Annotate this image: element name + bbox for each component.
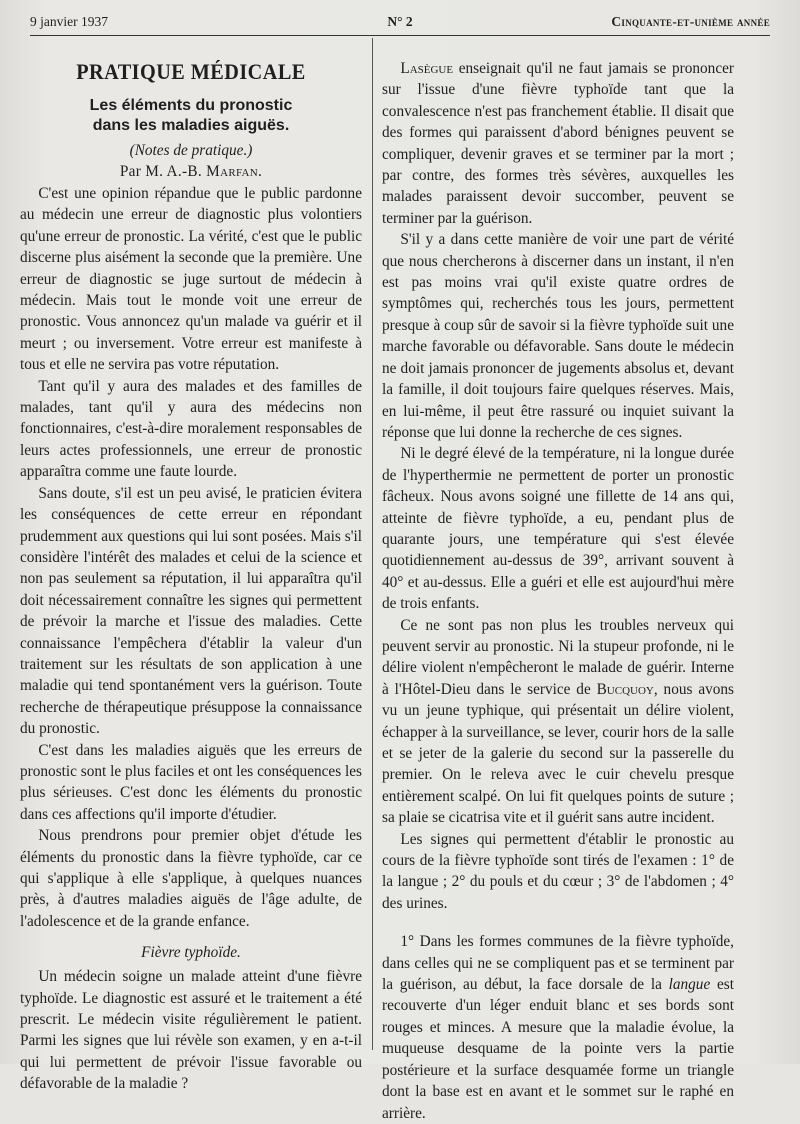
paragraph: Sans doute, s'il est un peu avisé, le praticien évitera les conséquences de cette erreur en répondant prudemment aux questions qui lui sont posées. Mais s'il considère l'intérêt des malades et celui de la science et non pas seulement sa réputation, il lui apparaîtra qu'il doit nécessairement connaître les signes qui permettent de prévoir la marche et l'issue des maladies. Cette connaissance l'empêchera d'établir la valeur d'un traitement sur les résultats de son application à une maladie qui tend spontanément vers la guérison. Toute recherche de thérapeutique présuppose la connaissance du pronostic. — [20, 484, 362, 738]
paragraph: Les signes qui permettent d'établir le pronostic au cours de la fièvre typhoïde sont tirés de l'examen : 1° de la langue ; 2° du pouls et du cœur ; 3° de l'abdomen ; 4° des urines. — [382, 830, 734, 912]
paragraph-text: est recouverte d'un léger enduit blanc et ses bords sont rouges et minces. A mesure que la maladie évolue, la muqueuse desquame de la pointe vers la partie postérieure et la surface desquamée forme un triangle dont la base est en avant et le sommet sur le raphé en arrière. — [382, 976, 734, 1122]
article-title-line-2: dans les maladies aiguës. — [92, 117, 290, 134]
emphasis: langue — [668, 976, 711, 994]
section-title: PRATIQUE MÉDICALE — [76, 59, 306, 84]
article-subtitle: (Notes de pratique.) — [129, 142, 253, 159]
right-column — [382, 58, 734, 1124]
paragraph-gap — [382, 914, 734, 931]
article-byline — [20, 161, 362, 183]
paragraph: Tant qu'il y aura des malades et des familles de malades, tant qu'il y aura des médecins non fonctionnaires, c'est-à-dire moralement responsables de leurs actes professionnels, une erreur de pronostic apparaîtra comme une faute lourde. — [20, 377, 362, 481]
header-rule — [30, 35, 770, 36]
paragraph-text: , nous avons vu un jeune typhique, qui présentait un délire violent, échapper à la surveillance, se lever, courir hors de la salle et se jeter de la galerie du second sur la passerelle du premier. On le releva avec le cuir chevelu presque entièrement scalpé. On lui fit quelques points de suture ; sa plaie se cicatrisa vite et il guérit sans autre incident. — [382, 680, 735, 827]
paragraph-text: 1° Dans les formes communes de la fièvre typhoïde, dans celles qui ne se compliquent pas et se terminent par la guérison, au début, la face dorsale de la — [382, 933, 734, 994]
article-title-line-1: Les éléments du pronostic — [89, 97, 293, 114]
column-divider — [372, 38, 373, 1050]
article-title — [20, 96, 362, 136]
paragraph — [382, 931, 734, 1124]
paragraph-text: Ce ne sont pas non plus les troubles nerveux qui peuvent servir au pronostic. Ni la stupeur profonde, ni le délire violent n'empêcheront le malade de guérir. Interne à l'Hôtel-Dieu dans le service de — [382, 616, 734, 698]
paragraph: Un médecin soigne un malade atteint d'une fièvre typhoïde. Le diagnostic est assuré et le traitement a été prescrit. Le médecin visite régulièrement le patient. Parmi les signes que lui révèle son examen, y en a-t-il qui lui permettent de prévoir l'issue favorable ou défavorable de la maladie ? — [20, 968, 362, 1093]
byline-prefix: Par M. A.-B. — [119, 163, 207, 180]
left-column — [20, 58, 362, 1095]
issue-date: 9 janvier 1937 — [30, 14, 108, 29]
paragraph: C'est dans les maladies aiguës que les erreurs de pronostic sont le plus faciles et ont les conséquences les plus sérieuses. C'est donc les éléments du pronostic dans ces affections qu'il importe d'étudier. — [20, 741, 362, 823]
paragraph — [382, 58, 734, 229]
subheading: Fièvre typhoïde. — [141, 944, 241, 962]
paragraph: C'est une opinion répandue que le public pardonne au médecin une erreur de diagnostic plus volontiers qu'une erreur de pronostic. La vérité, c'est que le public discerne plus aisément la seconde que la première. Une erreur de diagnostic se juge surtout de médecin à médecin. Mais tout le monde voit une erreur de pronostic. Vous annoncez qu'un malade va guérir et il meurt ; ou inversement. Votre erreur est manifeste à tous et elle ne servira pas votre réputation. — [20, 185, 362, 374]
publication-year: Cinquante-et-unième année — [611, 14, 770, 29]
paragraph — [382, 615, 734, 829]
issue-number: N° 2 — [387, 14, 413, 29]
running-head — [30, 14, 770, 34]
person-name: Lasègue — [400, 60, 454, 77]
paragraph-text: enseignait qu'il ne faut jamais se prononcer sur l'issue d'une fièvre typhoïde tant que la convalescence n'est pas franchement établie. Il disait que des formes qui paraissent d'abord bénignes peuvent se compliquer, devenir graves et se terminer par la mort ; par contre, des formes très sévères, auxquelles les malades paraissent devoir succomber, peuvent se terminer par la guérison. — [382, 60, 734, 227]
author-name: Marfan. — [206, 163, 263, 180]
paragraph: Ni le degré élevé de la température, ni la longue durée de l'hyperthermie ne permettent de porter un pronostic fâcheux. Nous avons soigné une fillette de 14 ans qui, atteinte de fièvre typhoïde, a eu, pendant plus de quarante jours, une température qui s'est élevée quotidiennement au-dessus de 39°, arrivant souvent à 40° et au-dessus. Elle a guéri et elle est aujourd'hui mère de trois enfants. — [382, 445, 734, 613]
paragraph: S'il y a dans cette manière de voir une part de vérité que nous chercherons à discerner dans un instant, il n'en est pas moins vrai qu'il existe quatre ordres de symptômes qui, recherchés tous les jours, permettent presque à coup sûr de savoir si la fièvre typhoïde suit une marche favorable ou défavorable. Sans doute le médecin ne doit jamais prononcer de jugements absolus et, devant la famille, il doit toujours faire quelques réserves. Mais, en lui-même, il peut être rassuré ou inquiet suivant la réponse que lui donne la recherche de ces signes. — [382, 231, 734, 441]
paragraph: Nous prendrons pour premier objet d'étude les éléments du pronostic dans la fièvre typhoïde, car ce qui s'applique à elle s'applique, à quelques nuances près, à d'autres maladies aiguës de l'âge adulte, de l'adolescence et de la grande enfance. — [20, 827, 362, 930]
person-name: Bucquoy — [596, 680, 654, 698]
